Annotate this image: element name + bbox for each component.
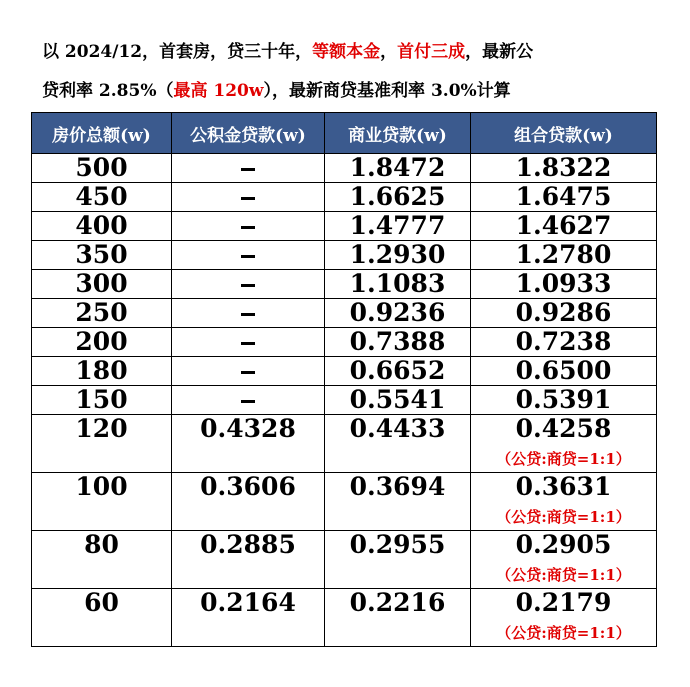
cell-house-price-value: 60 — [84, 588, 119, 617]
cell-combined-loan — [471, 531, 657, 589]
cell-commercial-loan-value: 1.1083 — [349, 269, 446, 298]
cell-commercial-loan — [325, 386, 471, 415]
table-row — [32, 299, 657, 328]
cell-house-price-value: 100 — [75, 472, 128, 501]
cell-combined-loan-value: 0.3631 — [515, 472, 612, 501]
cell-combined-loan — [471, 154, 657, 183]
cell-commercial-loan-value: 0.5541 — [349, 385, 446, 414]
cell-combined-loan — [471, 589, 657, 647]
not-applicable-dash — [241, 226, 255, 229]
cell-combined-loan-value: 1.6475 — [515, 182, 612, 211]
cell-provident-fund-loan — [172, 357, 325, 386]
cell-combined-loan-value: 1.8322 — [515, 153, 612, 182]
cell-combined-loan — [471, 212, 657, 241]
table-body — [32, 154, 657, 647]
cell-provident-fund-loan-value: 0.2885 — [200, 530, 296, 559]
cell-provident-fund-loan — [172, 270, 325, 299]
not-applicable-dash — [241, 371, 255, 374]
cell-house-price-value: 250 — [75, 298, 128, 327]
cell-provident-fund-loan — [172, 154, 325, 183]
cell-combined-loan — [471, 473, 657, 531]
cell-combined-loan — [471, 328, 657, 357]
table-row — [32, 589, 657, 647]
table-row — [32, 473, 657, 531]
cell-provident-fund-loan-value: 0.3606 — [200, 472, 296, 501]
intro-line-1 — [42, 42, 662, 62]
cell-commercial-loan-value: 0.3694 — [349, 472, 446, 501]
cell-commercial-loan — [325, 589, 471, 647]
cell-commercial-loan — [325, 328, 471, 357]
cell-combined-loan-value: 0.2179 — [515, 588, 612, 617]
cell-provident-fund-loan-value: 0.4328 — [200, 414, 296, 443]
not-applicable-dash — [241, 284, 255, 287]
cell-house-price — [32, 270, 172, 299]
cell-provident-fund-loan — [172, 415, 325, 473]
cell-house-price-value: 200 — [75, 327, 128, 356]
cell-combined-loan — [471, 241, 657, 270]
header-house-price: 房价总额(w) — [32, 113, 172, 154]
loan-ratio-note: （公贷:商贷=1:1） — [496, 508, 631, 526]
cell-combined-loan-value: 1.4627 — [515, 211, 612, 240]
not-applicable-dash — [241, 313, 255, 316]
cell-commercial-loan-value: 0.6652 — [349, 356, 446, 385]
cell-commercial-loan — [325, 473, 471, 531]
cell-commercial-loan — [325, 415, 471, 473]
not-applicable-dash — [241, 197, 255, 200]
cell-commercial-loan — [325, 299, 471, 328]
cell-house-price — [32, 212, 172, 241]
cell-provident-fund-loan — [172, 183, 325, 212]
cell-commercial-loan-value: 0.9236 — [349, 298, 446, 327]
highlight-fund-cap: 最高 120w — [173, 81, 264, 101]
loan-ratio-note: （公贷:商贷=1:1） — [496, 450, 631, 468]
cell-provident-fund-loan — [172, 328, 325, 357]
cell-commercial-loan-value: 0.7388 — [349, 327, 446, 356]
cell-commercial-loan — [325, 531, 471, 589]
intro-text: ，最新公 — [465, 42, 534, 62]
cell-house-price — [32, 154, 172, 183]
cell-house-price — [32, 357, 172, 386]
cell-house-price — [32, 386, 172, 415]
table-row — [32, 241, 657, 270]
cell-combined-loan-value: 0.2905 — [515, 530, 612, 559]
loan-ratio-note: （公贷:商贷=1:1） — [496, 566, 631, 584]
table-row — [32, 270, 657, 299]
cell-commercial-loan — [325, 241, 471, 270]
cell-combined-loan — [471, 415, 657, 473]
cell-house-price-value: 180 — [75, 356, 128, 385]
cell-provident-fund-loan — [172, 473, 325, 531]
cell-combined-loan-value: 0.6500 — [515, 356, 612, 385]
intro-text: ），最新商贷基准利率 3.0%计算 — [263, 81, 511, 101]
table-row — [32, 183, 657, 212]
cell-commercial-loan — [325, 357, 471, 386]
cell-commercial-loan-value: 1.4777 — [349, 211, 446, 240]
not-applicable-dash — [241, 255, 255, 258]
cell-commercial-loan-value: 1.6625 — [349, 182, 446, 211]
cell-combined-loan — [471, 299, 657, 328]
highlight-down-payment: 首付三成 — [397, 42, 466, 62]
intro-text: ， — [380, 42, 398, 62]
cell-house-price-value: 80 — [84, 530, 119, 559]
cell-provident-fund-loan — [172, 299, 325, 328]
cell-provident-fund-loan — [172, 241, 325, 270]
not-applicable-dash — [241, 400, 255, 403]
loan-ratio-note: （公贷:商贷=1:1） — [496, 624, 631, 642]
cell-house-price — [32, 415, 172, 473]
cell-house-price — [32, 531, 172, 589]
table-row — [32, 386, 657, 415]
cell-commercial-loan — [325, 212, 471, 241]
intro-text: 贷利率 2.85%（ — [42, 81, 174, 101]
intro-text: 以 2024/12，首套房，贷三十年， — [42, 42, 313, 62]
not-applicable-dash — [241, 342, 255, 345]
table-row — [32, 415, 657, 473]
table-row — [32, 212, 657, 241]
cell-commercial-loan — [325, 183, 471, 212]
cell-house-price — [32, 473, 172, 531]
cell-house-price — [32, 328, 172, 357]
not-applicable-dash — [241, 168, 255, 171]
cell-house-price — [32, 299, 172, 328]
cell-provident-fund-loan-value: 0.2164 — [200, 588, 296, 617]
cell-combined-loan-value: 0.9286 — [515, 298, 612, 327]
cell-combined-loan-value: 0.7238 — [515, 327, 612, 356]
cell-combined-loan — [471, 270, 657, 299]
cell-house-price-value: 450 — [75, 182, 128, 211]
cell-commercial-loan-value: 0.4433 — [349, 414, 446, 443]
header-commercial-loan: 商业贷款(w) — [325, 113, 471, 154]
cell-combined-loan — [471, 386, 657, 415]
table-row — [32, 328, 657, 357]
cell-house-price — [32, 183, 172, 212]
cell-combined-loan-value: 1.0933 — [515, 269, 612, 298]
table-header-row — [32, 113, 657, 154]
cell-combined-loan — [471, 357, 657, 386]
cell-combined-loan-value: 0.4258 — [515, 414, 612, 443]
cell-commercial-loan-value: 0.2955 — [349, 530, 446, 559]
header-combined-loan: 组合贷款(w) — [471, 113, 657, 154]
cell-house-price-value: 150 — [75, 385, 128, 414]
cell-commercial-loan — [325, 270, 471, 299]
cell-provident-fund-loan — [172, 212, 325, 241]
cell-provident-fund-loan — [172, 386, 325, 415]
table-row — [32, 154, 657, 183]
cell-house-price-value: 350 — [75, 240, 128, 269]
cell-commercial-loan-value: 0.2216 — [349, 588, 446, 617]
table-row — [32, 531, 657, 589]
cell-commercial-loan-value: 1.2930 — [349, 240, 446, 269]
cell-commercial-loan — [325, 154, 471, 183]
cell-combined-loan-value: 0.5391 — [515, 385, 612, 414]
cell-house-price — [32, 589, 172, 647]
cell-combined-loan-value: 1.2780 — [515, 240, 612, 269]
cell-provident-fund-loan — [172, 531, 325, 589]
cell-house-price-value: 400 — [75, 211, 128, 240]
loan-payment-table — [31, 112, 657, 647]
cell-commercial-loan-value: 1.8472 — [349, 153, 446, 182]
table-row — [32, 357, 657, 386]
highlight-repayment-method: 等额本金 — [312, 42, 381, 62]
cell-house-price-value: 120 — [75, 414, 128, 443]
intro-line-2 — [42, 81, 662, 101]
cell-house-price-value: 300 — [75, 269, 128, 298]
cell-combined-loan — [471, 183, 657, 212]
cell-house-price-value: 500 — [75, 153, 128, 182]
header-provident-fund-loan: 公积金贷款(w) — [172, 113, 325, 154]
cell-provident-fund-loan — [172, 589, 325, 647]
cell-house-price — [32, 241, 172, 270]
